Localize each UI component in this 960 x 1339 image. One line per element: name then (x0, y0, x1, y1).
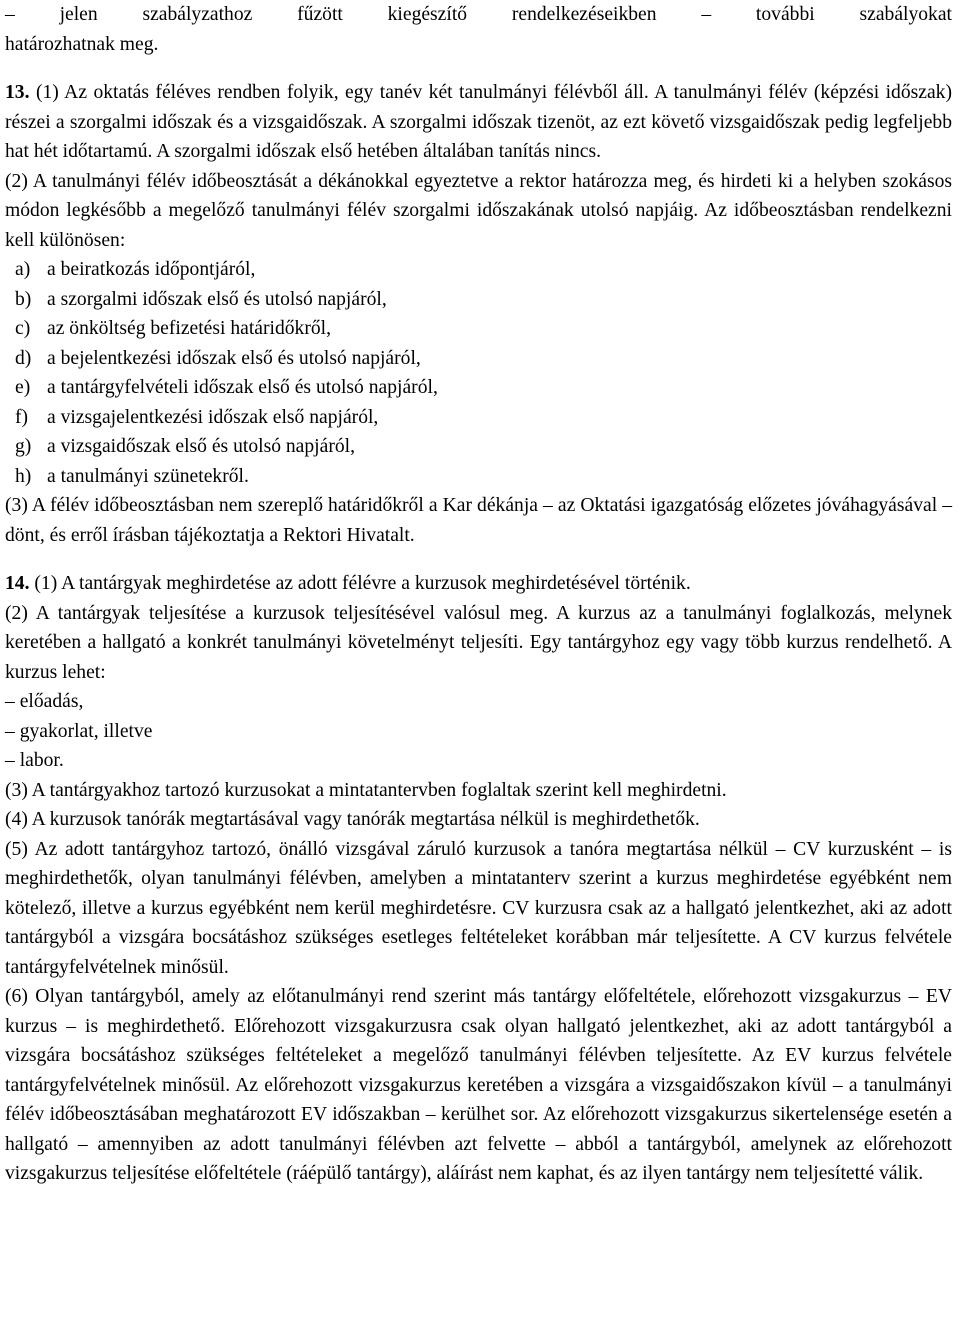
list-item-label: f) (15, 406, 29, 428)
spacer (5, 59, 952, 78)
list-item-label: e) (15, 377, 31, 398)
section-14-paragraph-4: (4) A kurzusok tanórák megtartásával vagy tanórák megtartása nélkül is meghirdethetők. (5, 809, 700, 830)
section-14-p1-text: (1) A tantárgyak meghirdetése az adott félévre a kurzusok meghirdetésével történik. (34, 573, 691, 594)
section-13-paragraph-1 (5, 78, 952, 167)
spacer (5, 550, 952, 569)
section-13-paragraph-3: (3) A félév időbeosztásban nem szereplő határidőkről a Kar dékánja – az Oktatási igazgatóság előzetes jóváhagyásával – dönt, és erről írásban tájékoztatja a Rektori Hivatalt. (5, 495, 952, 546)
dash-list-item: – gyakorlat, illetve (5, 720, 153, 742)
list-item (5, 403, 952, 433)
list-item (5, 344, 952, 374)
dash-list-item: – előadás, (5, 691, 84, 712)
section-14-paragraph-5: (5) Az adott tantárgyhoz tartozó, önálló vizsgával záruló kurzusok a tanóra megtartása nélkül – CV kurzusként – is meghirdethetők, olyan tanulmányi félévben, amelyben a mintatanterv szerint a kurzus meghirdetése egyébként nem kötelező, illetve a kurzus egyébként nem kerül meghirdetésre. CV kurzusra csak az a hallgató jelentkezhet, aki az adott tantárgyból a vizsgára bocsátáshoz szükséges esetleges feltételeket korábban már teljesítette. A CV kurzus felvétele tantárgyfelvételnek minősül. (5, 838, 952, 978)
list-item (5, 462, 952, 492)
section-13-number: 13. (5, 82, 30, 103)
dash-list-item: – labor. (5, 750, 64, 771)
list-item (5, 314, 952, 344)
intro-line-1: – jelen szabályzathoz fűzött kiegészítő rendelkezéseikben – további szabályokat (5, 4, 952, 25)
section-13-list (5, 255, 952, 491)
list-item-text: a tanulmányi szünetekről. (47, 465, 249, 487)
list-item (5, 432, 952, 462)
list-item-text: a vizsgajelentkezési időszak első napjáról, (47, 406, 379, 428)
list-item-label: g) (15, 436, 32, 457)
list-item-text: a tantárgyfelvételi időszak első és utolsó napjáról, (47, 377, 438, 398)
list-item (5, 373, 952, 403)
list-item-text: a vizsgaidőszak első és utolsó napjáról, (47, 436, 355, 457)
list-item-label: c) (15, 318, 31, 339)
section-14-paragraph-3: (3) A tantárgyakhoz tartozó kurzusokat a mintatantervben foglaltak szerint kell meghirdetni. (5, 779, 727, 801)
list-item-label: h) (15, 465, 32, 487)
section-14-dash-list (5, 687, 952, 776)
list-item-label: b) (15, 288, 32, 310)
list-item-text: a szorgalmi időszak első és utolsó napjáról, (47, 288, 387, 310)
section-14-number: 14. (5, 573, 30, 594)
section-14-paragraph-2: (2) A tantárgyak teljesítése a kurzusok teljesítésével valósul meg. A kurzus az a tanulmányi foglalkozás, melynek keretében a hallgató a konkrét tanulmányi követelményt teljesíti. Egy tantárgyhoz egy vagy több kurzus rendelhető. A kurzus lehet: (5, 602, 952, 683)
list-item-label: a) (15, 259, 31, 280)
section-14-paragraph-6: (6) Olyan tantárgyból, amely az előtanulmányi rend szerint más tantárgy előfeltétele, előrehozott vizsgakurzus – EV kurzus – is meghirdethető. Előrehozott vizsgakurzusra csak olyan hallgató jelentkezhet, aki az adott tantárgyból a vizsgára bocsátáshoz szükséges feltételeket a megelőző tanulmányi félévben teljesítette. Az EV kurzus felvétele tantárgyfelvételnek minősül. Az előrehozott vizsgakurzus keretében a vizsgára a vizsgaidőszakon kívül – a tanulmányi félév időbeosztásában meghatározott EV időszakban – kerülhet sor. Az előrehozott vizsgakurzus sikertelensége esetén a hallgató – amennyiben az adott tanulmányi félévben azt felvette – abból a tantárgyból, amelynek az előrehozott vizsgakurzus teljesítése előfeltétele (ráépülő tantárgy), aláírást nem kaphat, és az ilyen tantárgy nem teljesítetté válik. (5, 986, 952, 1184)
list-item (5, 285, 952, 315)
section-14-paragraph-1 (5, 569, 952, 599)
list-item-label: d) (15, 347, 32, 369)
list-item-text: a bejelentkezési időszak első és utolsó napjáról, (47, 347, 421, 369)
list-item-text: a beiratkozás időpontjáról, (47, 259, 256, 280)
section-13-paragraph-2: (2) A tanulmányi félév időbeosztását a dékánokkal egyeztetve a rektor határozza meg, és hirdeti ki a helyben szokásos módon legkésőbb a megelőző tanulmányi félév szorgalmi időszakának utolsó napjáig. Az időbeosztásban rendelkezni kell különösen: (5, 170, 952, 251)
list-item-text: az önköltség befizetési határidőkről, (47, 318, 332, 339)
list-item (5, 255, 952, 285)
section-13-p1-text: (1) Az oktatás féléves rendben folyik, egy tanév két tanulmányi félévből áll. A tanulmányi félév (képzési időszak) részei a szorgalmi időszak és a vizsgaidőszak. A szorgalmi időszak tizenöt, az ezt követő vizsgaidőszak pedig legfeljebb hat hét időtartamú. A szorgalmi időszak első hetében általában tanítás nincs. (5, 82, 952, 162)
intro-line-2: határozhatnak meg. (5, 33, 159, 55)
